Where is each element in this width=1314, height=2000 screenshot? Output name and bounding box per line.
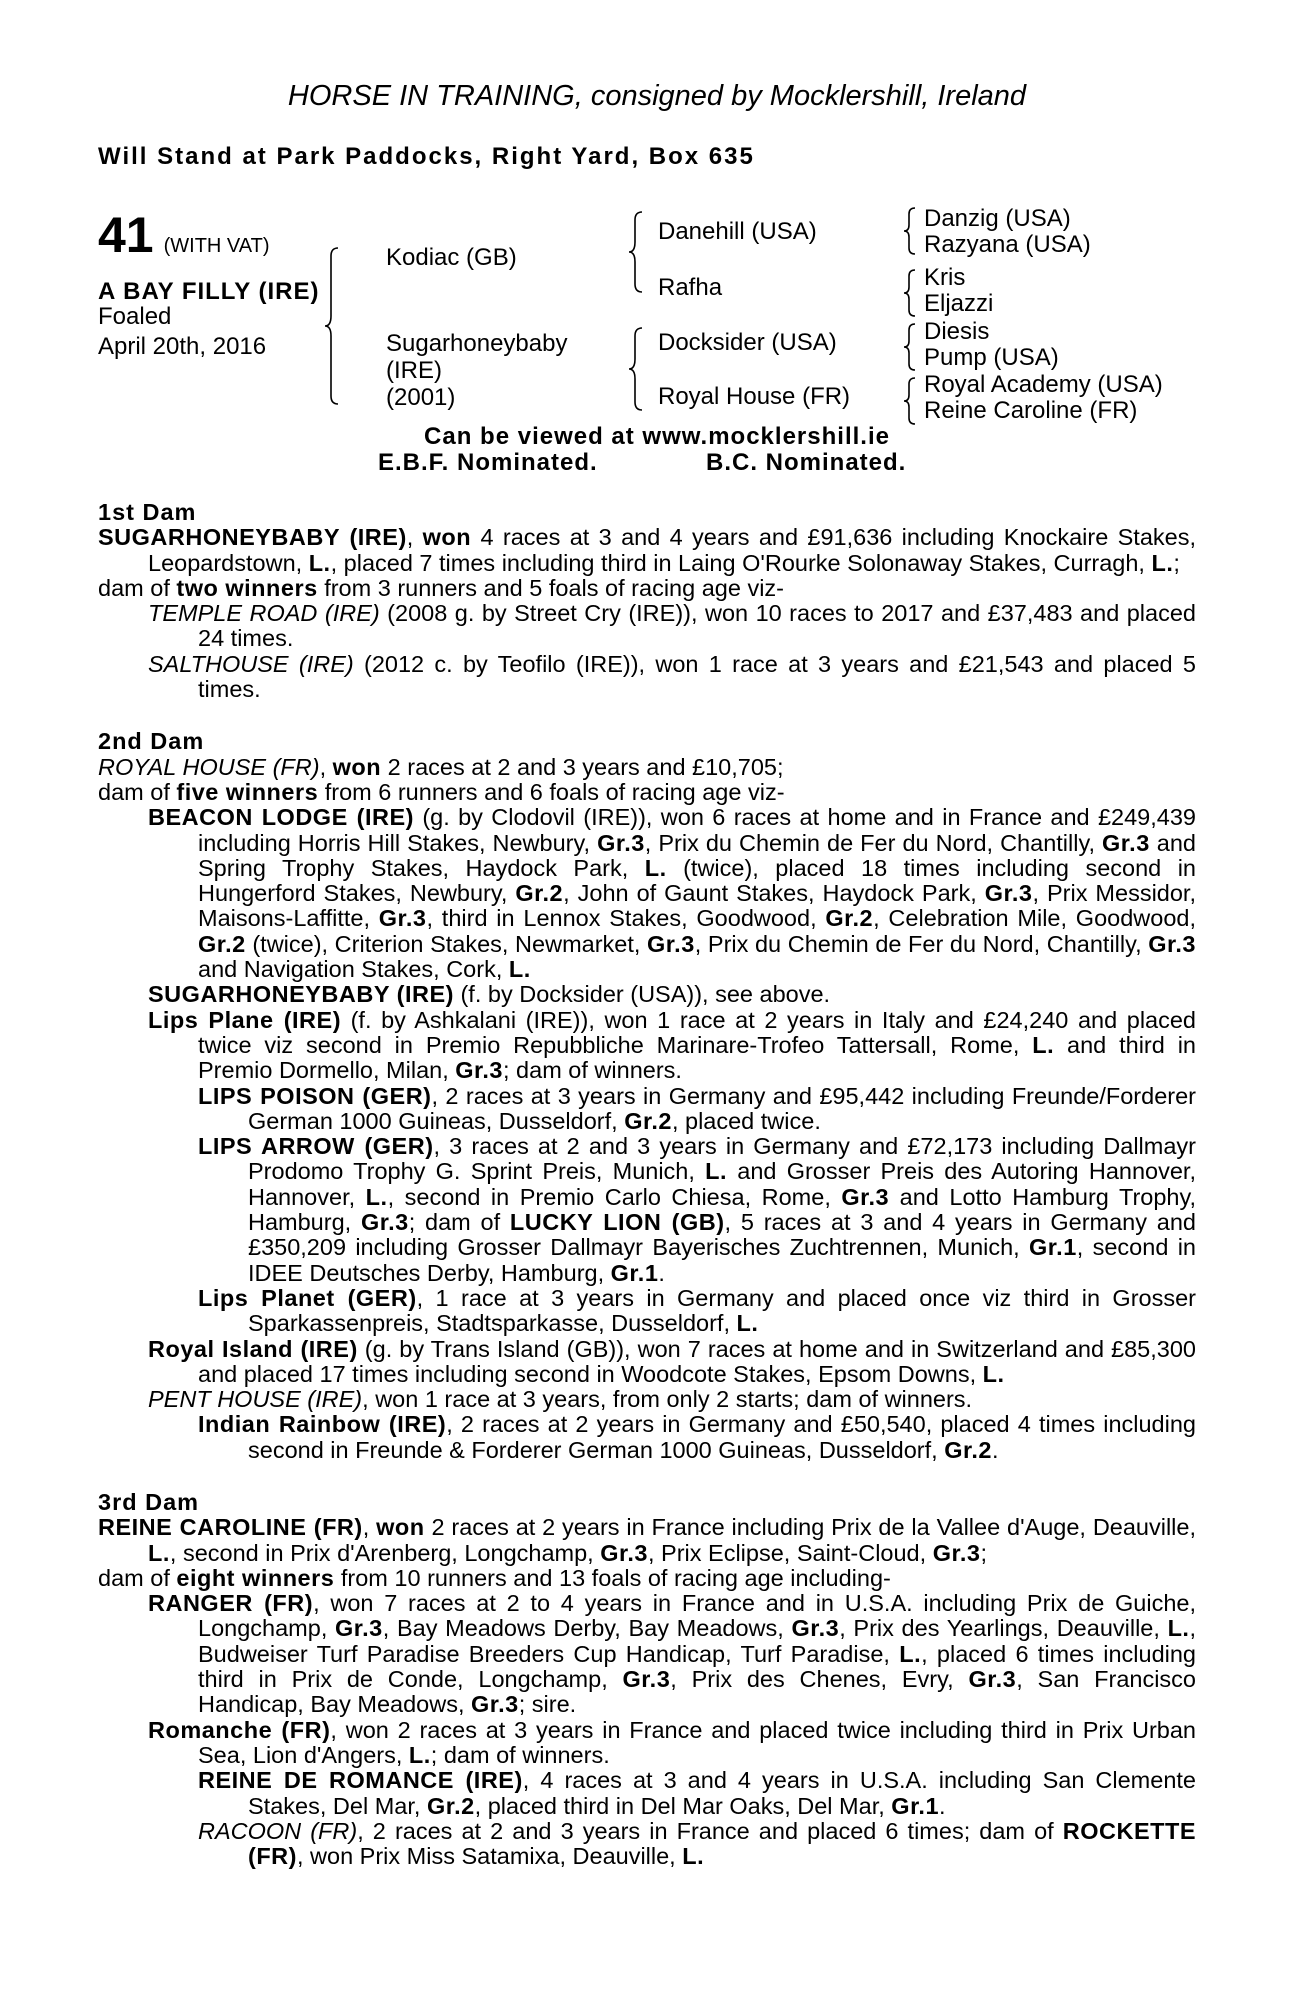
pedigree-dam (386, 330, 567, 411)
grade: L. (1167, 1615, 1190, 1642)
second-dam-heading: 2nd Dam (98, 728, 205, 755)
produce-salthouse (98, 652, 1196, 703)
pedigree-ggp-4: Eljazzi (924, 290, 994, 317)
grade: L. (644, 854, 667, 881)
pedigree-sire-sire: Danehill (USA) (658, 218, 817, 245)
won-label: won (376, 1514, 425, 1541)
record-text: , San Francisco Handicap, Bay Meadows, (198, 1666, 1197, 1718)
record-text: (twice), placed 18 times including second in Hungerford Stakes, Newbury, (198, 854, 1196, 907)
record-text: (f. by Ashkalani (IRE)), won 1 race at 2 years in Italy and £24,240 and placed twice viz second in Premio Repubbliche Marinare-Trofeo Tattersall, Rome, (198, 1006, 1196, 1058)
grade: Gr.1 (1029, 1234, 1077, 1261)
lot-number: 41 (98, 207, 154, 263)
record-text: (2008 g. by Street Cry (IRE)), won 10 races to 2017 and £37,483 and placed 24 times. (198, 600, 1196, 652)
winners-count: eight winners (176, 1564, 335, 1591)
runners-text: from 10 runners and 13 foals of racing age including- (334, 1564, 891, 1591)
grade: L. (365, 1183, 388, 1210)
pedigree-ggp-1: Danzig (USA) (924, 205, 1071, 232)
grade: L. (148, 1539, 170, 1566)
grade: Gr.3 (841, 1183, 890, 1210)
produce-lips-arrow (98, 1134, 1196, 1286)
horse-name: SUGARHONEYBABY (IRE) (148, 981, 454, 1008)
punctuation: . (991, 1436, 999, 1463)
record-text: 2 races at 2 years in France including Prix de la Vallee d'Auge, Deauville, (424, 1514, 1197, 1541)
viewing-info: Can be viewed at www.mocklershill.ie (424, 423, 890, 450)
pedigree-sire-dam: Rafha (658, 274, 723, 301)
dam-of-label: dam of (98, 574, 177, 601)
first-dam-name: SUGARHONEYBABY (IRE) (98, 524, 407, 551)
record-text: , won Prix Miss Satamixa, Deauville, (296, 1843, 683, 1870)
grade: Gr.2 (624, 1107, 672, 1134)
grade: Gr.3 (597, 829, 645, 856)
produce-romanche (98, 1718, 1196, 1769)
horse-name: ROCKETTE (FR) (248, 1817, 1196, 1870)
bc-nominated: B.C. Nominated. (706, 449, 907, 476)
record-text: ; dam of winners. (503, 1057, 682, 1084)
horse-name: TEMPLE ROAD (IRE) (148, 600, 380, 627)
produce-royal-island (98, 1337, 1196, 1388)
punctuation: . (658, 1259, 665, 1286)
listed: L. (308, 549, 331, 576)
consignor-title: HORSE IN TRAINING, consigned by Mocklershill, Ireland (287, 80, 1027, 112)
record-text: , won 7 races at 2 to 4 years in France and in U.S.A. including Prix de Guiche, Longchamp, (198, 1590, 1197, 1642)
record-text: , placed 6 times including third in Prix de Conde, Longchamp, (198, 1640, 1196, 1693)
lot-number-block (98, 206, 270, 264)
pedigree-bracket-sire (632, 212, 644, 292)
second-dam-record: ROYAL HOUSE (FR), won 2 races at 2 and 3 years and £10,705; (98, 753, 784, 780)
record-text: and Grosser Preis des Autoring Hannover, Hannover, (248, 1158, 1196, 1210)
horse-name: RANGER (FR) (148, 1590, 314, 1617)
record-text: , Prix du Chemin de Fer du Nord, Chantilly, (694, 930, 1149, 957)
pedigree-ggp-6: Pump (USA) (924, 344, 1059, 371)
grade: Gr.3 (1102, 829, 1150, 856)
grade: Gr.3 (378, 905, 427, 932)
grade: Gr.3 (335, 1615, 383, 1642)
second-dam-produce-summary (98, 780, 1196, 805)
grade: L. (705, 1158, 728, 1185)
winners-count: five winners (176, 778, 319, 805)
third-dam-record: REINE CAROLINE (FR), won 2 races at 2 years in France including Prix de la Vallee d'Auge, Deauville, L., second in Prix d'Arenberg, Longchamp, Gr.3, Prix Eclipse, Saint-Cloud, Gr.3; (98, 1514, 1197, 1566)
winners-count: two winners (176, 574, 318, 601)
horse-name: BEACON LODGE (IRE) (148, 804, 414, 831)
horse-name: LIPS POISON (GER) (198, 1082, 432, 1109)
record-text: , second in Premio Carlo Chiesa, Rome, (387, 1183, 842, 1210)
record-text: , Prix du Chemin de Fer du Nord, Chantilly, (644, 829, 1103, 856)
record-text: 2 races at 2 and 3 years and £10,705; (381, 753, 784, 780)
third-dam-produce-summary (98, 1566, 1196, 1591)
record-text: , placed twice. (671, 1107, 821, 1134)
dam-of-label: dam of (98, 1564, 177, 1591)
record-text: , won 1 race at 3 years, from only 2 starts; dam of winners. (362, 1386, 973, 1413)
record-text: 4 races at 3 and 4 years and £91,636 including Knockaire Stakes, Leopardstown, (148, 524, 1197, 576)
record-text: , Prix Messidor, Maisons-Laffitte, (198, 880, 1196, 932)
record-text: , second in Prix d'Arenberg, Longchamp, (169, 1539, 601, 1566)
produce-pent-house (98, 1387, 1196, 1412)
horse-name: Romanche (FR) (148, 1716, 331, 1743)
grade: L. (1032, 1031, 1055, 1058)
ebf-nominated: E.B.F. Nominated. (378, 449, 598, 476)
runners-text: from 3 runners and 5 foals of racing age viz- (317, 574, 784, 601)
grade: Gr.3 (1148, 930, 1196, 957)
foaled-info (98, 302, 266, 362)
grade: L. (682, 1843, 705, 1870)
runners-text: from 6 runners and 6 foals of racing age viz- (318, 778, 785, 805)
horse-description: A BAY FILLY (IRE) (98, 278, 320, 305)
pedigree-bracket-gg2 (906, 270, 916, 316)
horse-name: PENT HOUSE (IRE) (148, 1386, 363, 1413)
record-text: (g. by Trans Island (GB)), won 7 races at home and in Switzerland and £85,300 and placed 17 times including second in Woodcote Stakes, Epsom Downs, (198, 1335, 1196, 1387)
pedigree-bracket-gg4 (906, 378, 916, 424)
vat-note: (WITH VAT) (163, 235, 270, 257)
pedigree-dam-dam: Royal House (FR) (658, 383, 851, 410)
pedigree-dam-country: (IRE) (386, 357, 442, 384)
record-text: , third in Lennox Stakes, Goodwood, (426, 905, 826, 932)
grade: L. (408, 1741, 431, 1768)
third-dam-name: REINE CAROLINE (FR) (98, 1514, 363, 1541)
grade: L. (899, 1640, 922, 1667)
grade: Gr.3 (647, 930, 695, 957)
punctuation: . (939, 1792, 946, 1819)
horse-name: Lips Plane (IRE) (148, 1006, 342, 1033)
grade: Gr.3 (984, 880, 1033, 907)
pedigree-dam-sire: Docksider (USA) (658, 329, 837, 356)
grade: Gr.2 (825, 905, 874, 932)
horse-name: Lips Planet (GER) (198, 1284, 417, 1311)
grade: Gr.2 (515, 880, 564, 907)
record-text: , second in IDEE Deutsches Derby, Hamburg, (248, 1234, 1196, 1286)
record-text: (g. by Clodovil (IRE)), won 6 races at home and in France and £249,439 including Horris Hill Stakes, Newbury, (198, 804, 1196, 856)
first-dam-heading: 1st Dam (98, 499, 197, 525)
horse-name: LIPS ARROW (GER) (198, 1133, 434, 1160)
horse-name: SALTHOUSE (IRE) (148, 650, 354, 677)
grade: Gr.2 (426, 1792, 475, 1819)
pedigree-bracket-main (328, 248, 340, 404)
record-text: , Prix Eclipse, Saint-Cloud, (647, 1539, 933, 1566)
grade: L. (982, 1360, 1005, 1387)
record-text: , 2 races at 2 years in Germany and £50,540, placed 4 times including second in Freunde & Forderer German 1000 Guineas, Dusseldorf, (248, 1411, 1196, 1463)
pedigree-bracket-gg3 (906, 324, 916, 370)
pedigree-bracket-dam (632, 328, 644, 410)
record-text: , Prix des Yearlings, Deauville, (839, 1615, 1168, 1642)
record-text: (f. by Docksider (USA)), see above. (453, 981, 831, 1008)
grade: Gr.3 (600, 1539, 648, 1566)
record-text: , placed 7 times including third in Laing O'Rourke Solonaway Stakes, Curragh, (330, 549, 1152, 576)
record-text: ; dam of winners. (430, 1741, 610, 1768)
grade: L. (508, 956, 531, 983)
record-text: ; sire. (518, 1691, 577, 1718)
horse-name: REINE DE ROMANCE (IRE) (198, 1767, 523, 1794)
grade: Gr.3 (932, 1539, 981, 1566)
record-text: (twice), Criterion Stakes, Newmarket, (245, 930, 648, 957)
record-text: and Navigation Stakes, Cork, (198, 956, 509, 983)
produce-ranger (98, 1591, 1196, 1717)
record-text: ; dam of (408, 1209, 510, 1236)
produce-sugarhoneybaby (98, 982, 1196, 1007)
grade: L. (736, 1310, 759, 1337)
pedigree-sire: Kodiac (GB) (386, 244, 517, 271)
foaled-date: April 20th, 2016 (98, 333, 267, 360)
record-text: , placed third in Del Mar Oaks, Del Mar, (474, 1792, 892, 1819)
grade: Gr.2 (198, 930, 246, 957)
produce-lips-planet (98, 1286, 1196, 1337)
produce-beacon-lodge (98, 805, 1196, 982)
pedigree-dam-year: (2001) (386, 384, 456, 411)
first-dam-produce-summary (98, 576, 1196, 601)
grade: Gr.2 (944, 1436, 992, 1463)
horse-name: RACOON (FR) (198, 1817, 358, 1844)
stand-location: Will Stand at Park Paddocks, Right Yard, Box 635 (98, 143, 755, 170)
pedigree-bracket-gg1 (906, 208, 916, 254)
horse-name: LUCKY LION (GB) (509, 1209, 725, 1236)
horse-name: Royal Island (IRE) (148, 1335, 358, 1362)
second-dam-name: ROYAL HOUSE (FR) (98, 753, 320, 780)
pedigree-ggp-8: Reine Caroline (FR) (924, 397, 1138, 424)
won-label: won (422, 524, 472, 551)
pedigree-ggp-3: Kris (924, 264, 966, 291)
produce-temple-road (98, 601, 1196, 652)
grade: Gr.3 (968, 1666, 1017, 1693)
record-text: , 2 races at 2 and 3 years in France and placed 6 times; dam of (357, 1817, 1063, 1844)
grade: Gr.3 (622, 1666, 671, 1693)
record-text: , Bay Meadows Derby, Bay Meadows, (382, 1615, 792, 1642)
listed: L. (1151, 549, 1174, 576)
record-text: , Prix des Chenes, Evry, (670, 1666, 969, 1693)
produce-racoon (98, 1819, 1196, 1870)
grade: Gr.1 (891, 1792, 940, 1819)
pedigree-ggp-5: Diesis (924, 318, 990, 345)
record-text: , 2 races at 3 years in Germany and £95,442 including Freunde/Forderer German 1000 Guineas, Dusseldorf, (248, 1082, 1196, 1134)
record-text: (2012 c. by Teofilo (IRE)), won 1 race at 3 years and £21,543 and placed 5 times. (198, 650, 1196, 703)
record-text: , John of Gaunt Stakes, Haydock Park, (563, 880, 985, 907)
produce-lips-plane (98, 1008, 1196, 1084)
record-text: , Celebration Mile, Goodwood, (873, 905, 1196, 932)
produce-indian-rainbow (98, 1412, 1196, 1463)
record-text: , won 2 races at 3 years in France and placed twice including third in Prix Urban Sea, Lion d'Angers, (198, 1716, 1196, 1768)
third-dam-heading: 3rd Dam (98, 1488, 200, 1515)
pedigree-ggp-2: Razyana (USA) (924, 231, 1091, 258)
pedigree-dam-name: Sugarhoneybaby (386, 330, 568, 357)
grade: Gr.3 (471, 1691, 519, 1718)
pedigree-body (98, 500, 1196, 1869)
grade: Gr.3 (455, 1057, 503, 1084)
record-text: , 1 race at 3 years in Germany and placed once viz third in Grosser Sparkassenpreis, Stadtsparkasse, Dusseldorf, (248, 1284, 1196, 1337)
produce-reine-de-romance (98, 1768, 1196, 1819)
pedigree-ggp-7: Royal Academy (USA) (924, 371, 1163, 398)
record-text: , 4 races at 3 and 4 years in U.S.A. including San Clemente Stakes, Del Mar, (248, 1767, 1196, 1819)
grade: Gr.3 (360, 1209, 409, 1236)
first-dam-record: SUGARHONEYBABY (IRE), won 4 races at 3 and 4 years and £91,636 including Knockaire Stakes, Leopardstown, L., placed 7 times including third in Laing O'Rourke Solonaway Stakes, Curragh, L.; (98, 524, 1197, 576)
foaled-label: Foaled (98, 303, 172, 330)
produce-lips-poison (98, 1084, 1196, 1135)
record-text: and Spring Trophy Stakes, Haydock Park, (198, 829, 1196, 881)
dam-of-label: dam of (98, 778, 177, 805)
won-label: won (332, 753, 382, 780)
record-text: and third in Premio Dormello, Milan, (198, 1031, 1196, 1084)
record-text: , 3 races at 2 and 3 years in Germany and £72,173 including Dallmayr Prodomo Trophy G. Sprint Preis, Munich, (248, 1133, 1196, 1185)
record-text: and Lotto Hamburg Trophy, Hamburg, (248, 1183, 1197, 1236)
record-text: , 5 races at 3 and 4 years in Germany and £350,209 including Grosser Dallmayr Bayerisches Zuchtrennen, Munich, (248, 1209, 1196, 1261)
grade: Gr.3 (791, 1615, 840, 1642)
horse-name: Indian Rainbow (IRE) (198, 1411, 447, 1438)
record-text: , Budweiser Turf Paradise Breeders Cup Handicap, Turf Paradise, (198, 1615, 1196, 1667)
grade: Gr.1 (610, 1259, 659, 1286)
